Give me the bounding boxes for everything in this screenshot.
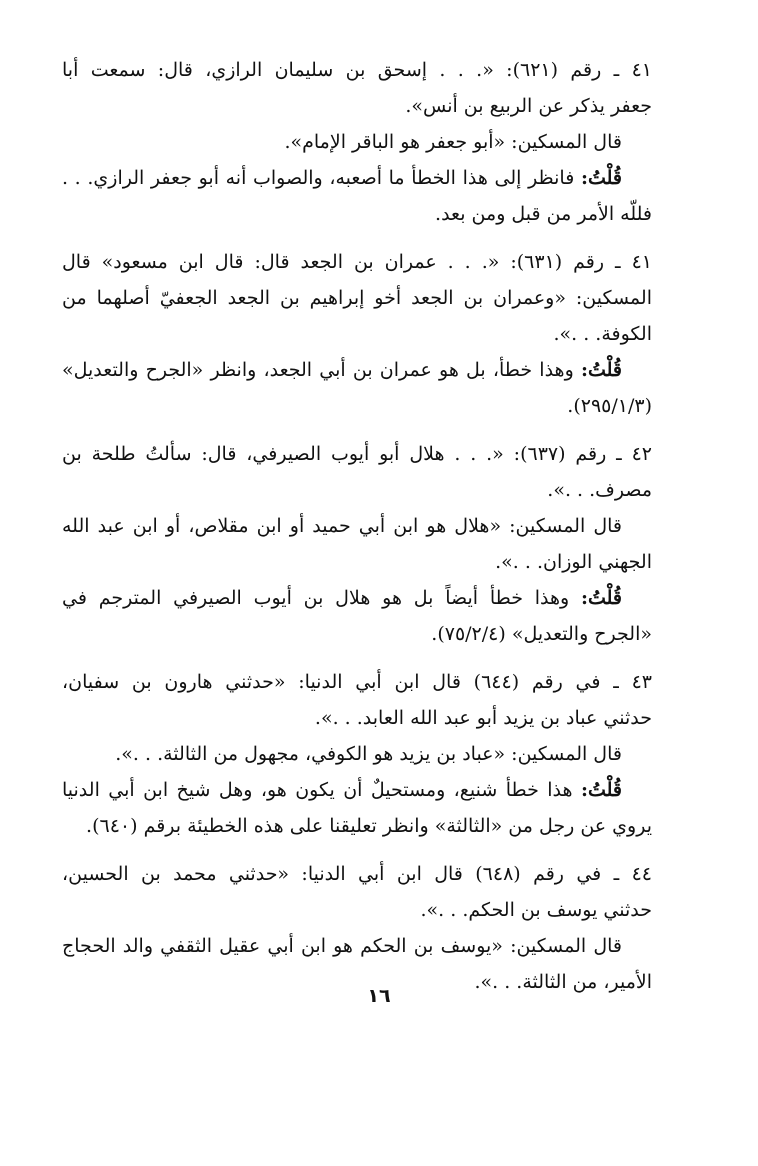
page-number: ١٦ xyxy=(367,985,391,1007)
qult-text: فانظر إلى هذا الخطأ ما أصعبه، والصواب أنه أبو جعفر الرازي. . . xyxy=(62,167,581,189)
qult-paragraph-line: يروي عن رجل من «الثالثة» وانظر تعليقنا على هذه الخطيئة برقم (٦٤٠). xyxy=(86,815,652,837)
entry-line: حدثني يوسف بن الحكم. . .». xyxy=(420,899,652,921)
miskin-comment: قال المسكين: «أبو جعفر هو الباقر الإمام». xyxy=(284,131,622,153)
entry-line: ٤١ ـ رقم (٦٣١): «. . . عمران بن الجعد قال: قال ابن مسعود» قال xyxy=(62,251,652,273)
entry-41-621 xyxy=(62,52,652,232)
entry-42-637 xyxy=(62,436,652,652)
document-page xyxy=(62,52,652,1012)
qult-paragraph-line xyxy=(62,772,652,808)
entry-41-631 xyxy=(62,244,652,424)
qult-text: هذا خطأ شنيع، ومستحيلٌ أن يكون هو، وهل شيخ ابن أبي الدنيا xyxy=(62,779,581,801)
entry-line: الكوفة. . .». xyxy=(553,323,652,345)
entry-44-648 xyxy=(62,856,652,1000)
miskin-comment: قال المسكين: «هلال هو ابن أبي حميد أو ابن مقلاص، أو ابن عبد الله xyxy=(62,515,622,537)
qult-paragraph-line: فللّه الأمر من قبل ومن بعد. xyxy=(435,203,652,225)
entry-line: ٤٣ ـ في رقم (٦٤٤) قال ابن أبي الدنيا: «حدثني هارون بن سفيان، xyxy=(62,671,652,693)
entry-line: ٤٤ ـ في رقم (٦٤٨) قال ابن أبي الدنيا: «حدثني محمد بن الحسين، xyxy=(62,863,652,885)
entry-43-644 xyxy=(62,664,652,844)
miskin-comment: الأمير، من الثالثة. . .». xyxy=(474,971,652,993)
qult-label: قُلْتُ: xyxy=(580,587,622,609)
entry-line: حدثني عباد بن يزيد أبو عبد الله العابد. . .». xyxy=(314,707,652,729)
qult-paragraph-line xyxy=(62,160,652,196)
entry-line: ٤٢ ـ رقم (٦٣٧): «. . . هلال أبو أيوب الصيرفي، قال: سألتُ طلحة بن xyxy=(62,443,652,465)
entry-line: المسكين: «وعمران بن الجعد أخو إبراهيم بن الجعد الجعفيّ أصلهما من xyxy=(62,287,652,309)
qult-paragraph-line xyxy=(62,580,652,616)
qult-paragraph-line: (٢٩٥/١/٣). xyxy=(567,395,652,417)
qult-paragraph-line xyxy=(62,352,652,388)
qult-label: قُلْتُ: xyxy=(580,359,622,381)
miskin-comment: قال المسكين: «عباد بن يزيد هو الكوفي، مجهول من الثالثة. . .». xyxy=(115,743,622,765)
entry-line: مصرف. . .». xyxy=(547,479,652,501)
qult-text: وهذا خطأ، بل هو عمران بن أبي الجعد، وانظر «الجرح والتعديل» xyxy=(62,359,581,381)
entry-line: جعفر يذكر عن الربيع بن أنس». xyxy=(405,95,652,117)
miskin-comment: قال المسكين: «يوسف بن الحكم هو ابن أبي عقيل الثقفي والد الحجاج xyxy=(62,935,622,957)
qult-text: وهذا خطأ أيضاً بل هو هلال بن أيوب الصيرفي المترجم في xyxy=(62,587,581,609)
qult-label: قُلْتُ: xyxy=(580,779,622,801)
miskin-comment: الجهني الوزان. . .». xyxy=(495,551,652,573)
qult-paragraph-line: «الجرح والتعديل» (٧٥/٢/٤). xyxy=(431,623,652,645)
entry-line: ٤١ ـ رقم (٦٢١): «. . . إسحق بن سليمان الرازي، قال: سمعت أبا xyxy=(62,59,652,81)
qult-label: قُلْتُ: xyxy=(580,167,622,189)
